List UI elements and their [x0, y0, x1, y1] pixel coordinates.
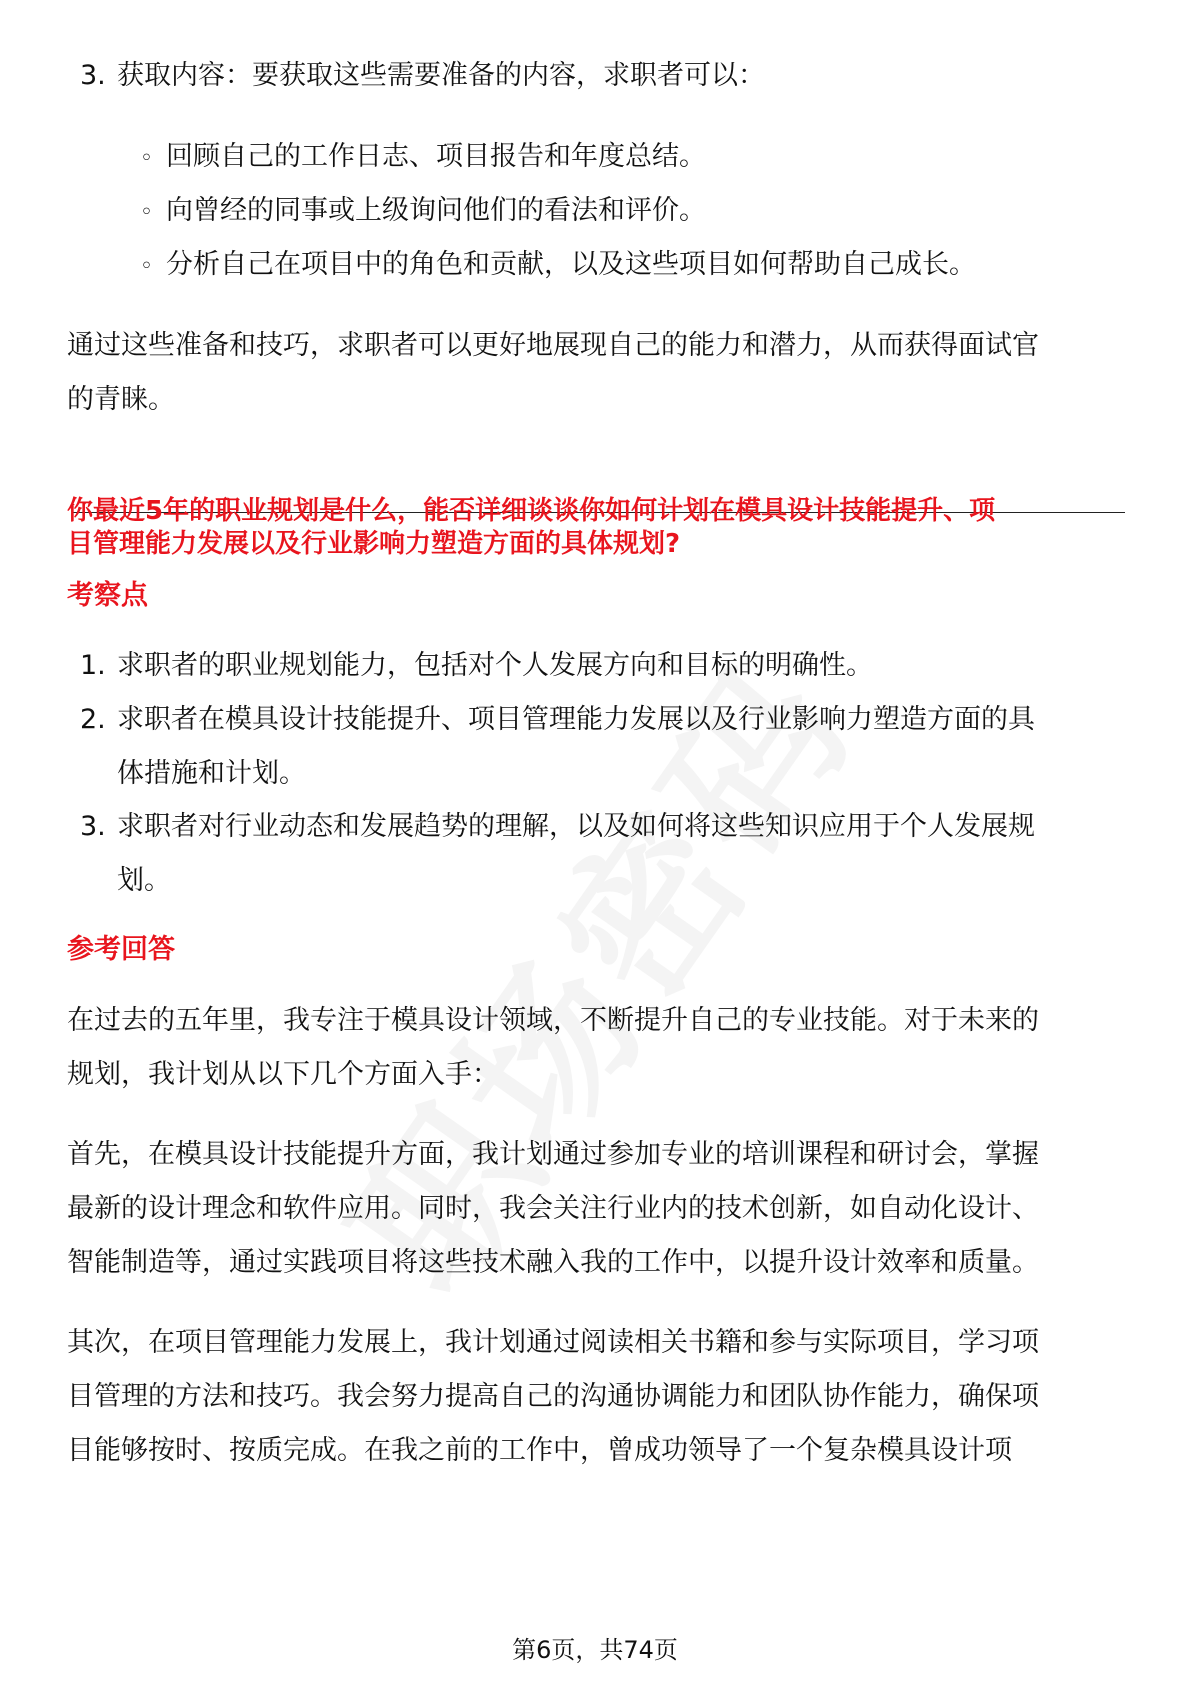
question-title: 目管理能力发展以及行业影响力塑造方面的具体规划?	[67, 529, 681, 559]
summary-line: 通过这些准备和技巧，求职者可以更好地展现自己的能力和潜力，从而获得面试官	[67, 330, 1039, 361]
question-title: 你最近5年的职业规划是什么，能否详细谈谈你如何计划在模具设计技能提升、项	[67, 496, 996, 526]
bullet-icon: ◦	[140, 200, 153, 225]
page-footer: 第6页，共74页	[512, 1636, 678, 1664]
list-item-text: 获取内容：要获取这些需要准备的内容，求职者可以：	[117, 60, 765, 91]
bullet-item: 向曾经的同事或上级询问他们的看法和评价。	[166, 195, 706, 226]
answer-line: 首先，在模具设计技能提升方面，我计划通过参加专业的培训课程和研讨会，掌握	[67, 1139, 1039, 1170]
list-item-text: 求职者对行业动态和发展趋势的理解，以及如何将这些知识应用于个人发展规	[117, 811, 1035, 842]
bullet-item: 分析自己在项目中的角色和贡献，以及这些项目如何帮助自己成长。	[166, 249, 976, 280]
summary-line: 的青睐。	[67, 384, 175, 415]
list-number: 3.	[80, 811, 106, 842]
list-item-text: 划。	[117, 865, 171, 896]
list-item-text: 体措施和计划。	[117, 758, 306, 789]
list-number: 2.	[80, 704, 106, 735]
answer-line: 智能制造等，通过实践项目将这些技术融入我的工作中，以提升设计效率和质量。	[67, 1247, 1039, 1278]
answer-heading: 参考回答	[67, 934, 175, 965]
bullet-icon: ◦	[140, 254, 153, 279]
bullet-item: 回顾自己的工作日志、项目报告和年度总结。	[166, 141, 706, 172]
answer-line: 目能够按时、按质完成。在我之前的工作中，曾成功领导了一个复杂模具设计项	[67, 1435, 1012, 1466]
list-number: 3.	[80, 60, 106, 91]
answer-line: 目管理的方法和技巧。我会努力提高自己的沟通协调能力和团队协作能力，确保项	[67, 1381, 1039, 1412]
bullet-icon: ◦	[140, 146, 153, 171]
answer-line: 最新的设计理念和软件应用。同时，我会关注行业内的技术创新，如自动化设计、	[67, 1193, 1039, 1224]
answer-line: 规划，我计划从以下几个方面入手：	[67, 1059, 499, 1090]
list-item-text: 求职者的职业规划能力，包括对个人发展方向和目标的明确性。	[117, 650, 873, 681]
list-number: 1.	[80, 650, 106, 681]
answer-line: 其次，在项目管理能力发展上，我计划通过阅读相关书籍和参与实际项目，学习项	[67, 1327, 1039, 1358]
list-item-text: 求职者在模具设计技能提升、项目管理能力发展以及行业影响力塑造方面的具	[117, 704, 1035, 735]
focus-heading: 考察点	[67, 580, 148, 611]
answer-line: 在过去的五年里，我专注于模具设计领域，不断提升自己的专业技能。对于未来的	[67, 1005, 1039, 1036]
